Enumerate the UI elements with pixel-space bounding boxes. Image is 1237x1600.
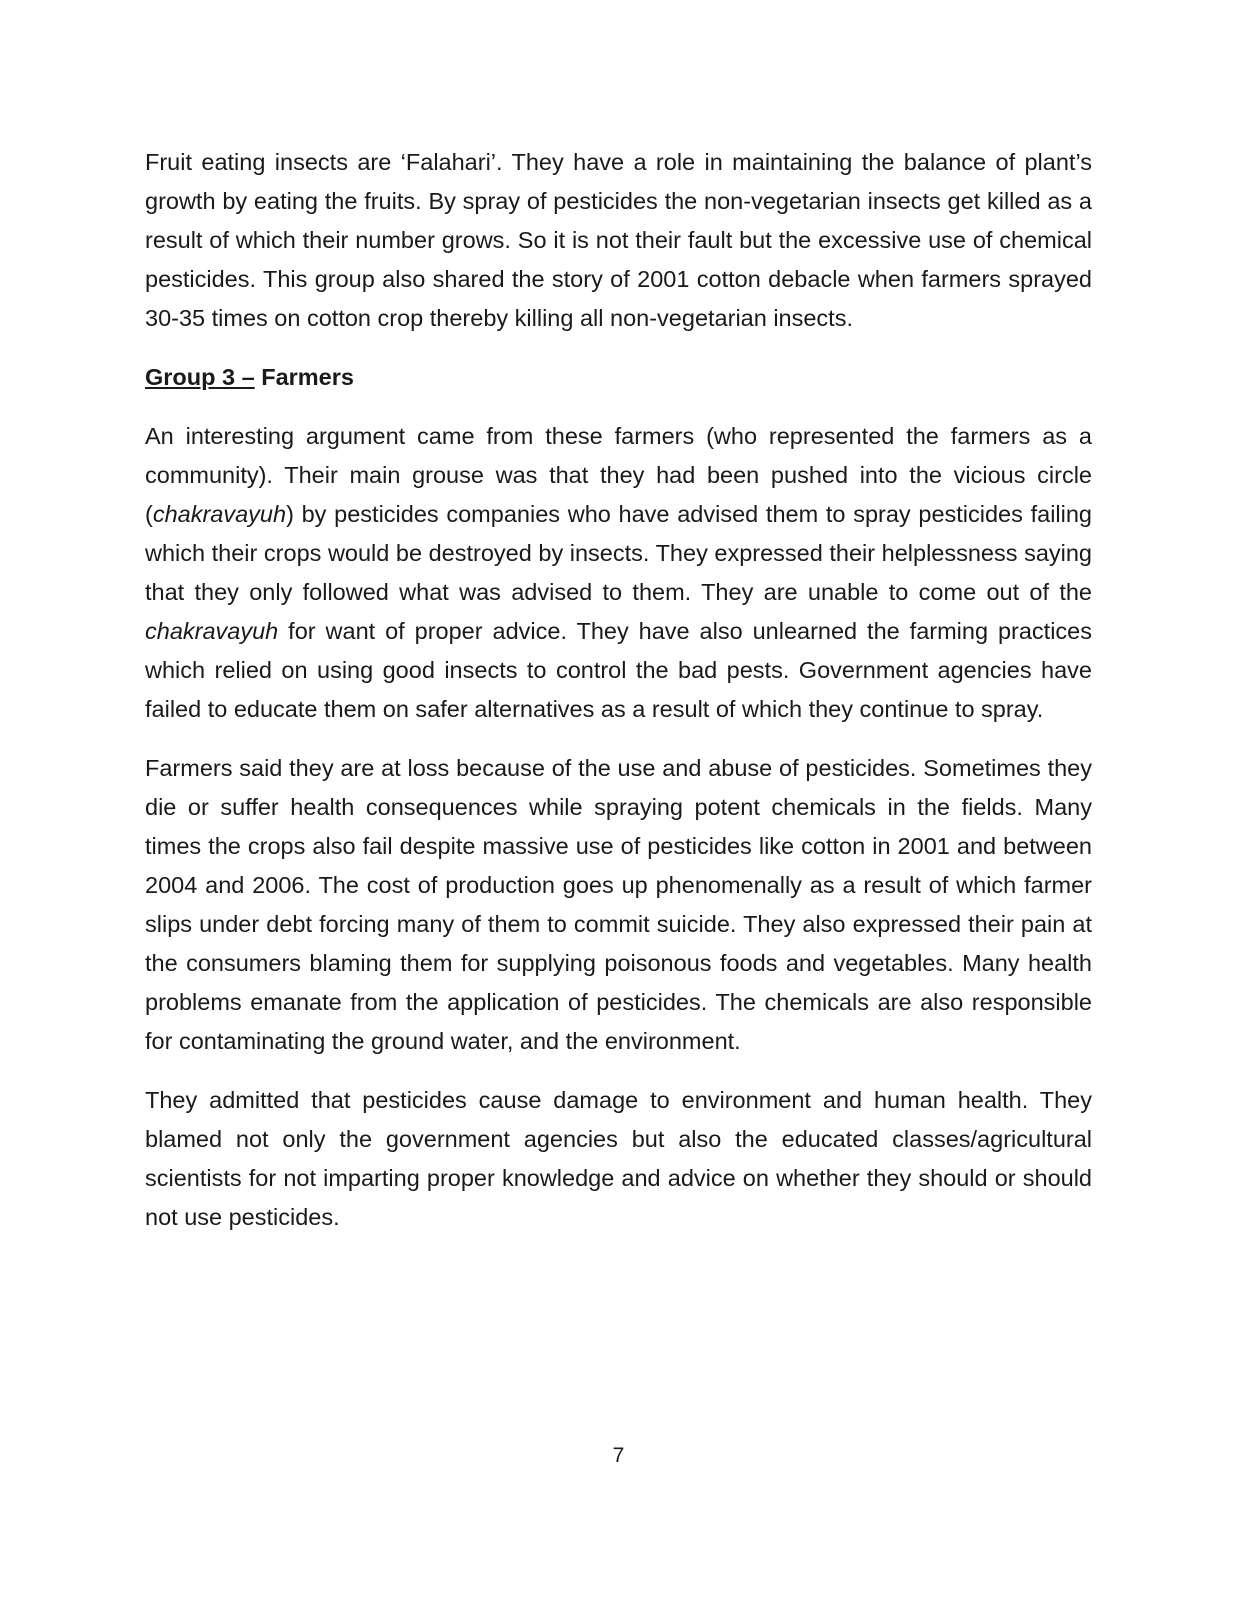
paragraph-argument-text-2: ) by pesticides companies who have advised them to spray pesticides failing which their crops would be destroyed by insects. They expressed their helplessness saying that they only followed what was advised to them. They are unable to come out of the <box>145 501 1092 605</box>
paragraph-argument-text-1: An interesting argument came from these farmers (who represented the farmers as a community). Their main grouse was that they had been pushed into the vicious circle ( <box>145 423 1092 527</box>
page-content <box>145 143 1092 1237</box>
page-number: 7 <box>612 1444 625 1467</box>
section-heading-group-3 <box>145 358 1092 397</box>
paragraph-argument-italic-1: chakravayuh <box>152 501 287 527</box>
heading-title: Farmers <box>254 364 354 390</box>
paragraph-argument-italic-2: chakravayuh <box>145 618 279 644</box>
paragraph-argument-text-3: for want of proper advice. They have also unlearned the farming practices which relied on using good insects to control the bad pests. Government agencies have failed to educate them on safer alternatives as a result of which they continue to spray. <box>145 618 1092 722</box>
paragraph-farmers-loss: Farmers said they are at loss because of the use and abuse of pesticides. Sometimes they die or suffer health consequences while spraying potent chemicals in the fields. Many times the crops also fail despite massive use of pesticides like cotton in 2001 and between 2004 and 2006. The cost of production goes up phenomenally as a result of which farmer slips under debt forcing many of them to commit suicide. They also expressed their pain at the consumers blaming them for supplying poisonous foods and vegetables. Many health problems emanate from the application of pesticides. The chemicals are also responsible for contaminating the ground water, and the environment. <box>145 755 1092 1054</box>
heading-group-label: Group 3 – <box>145 364 255 390</box>
paragraph-argument <box>145 417 1092 729</box>
paragraph-admitted: They admitted that pesticides cause damage to environment and human health. They blamed not only the government agencies but also the educated classes/agricultural scientists for not imparting proper knowledge and advice on whether they should or should not use pesticides. <box>145 1087 1092 1230</box>
paragraph-falahari: Fruit eating insects are ‘Falahari’. They have a role in maintaining the balance of plant’s growth by eating the fruits. By spray of pesticides the non-vegetarian insects get killed as a result of which their number grows. So it is not their fault but the excessive use of chemical pesticides. This group also shared the story of 2001 cotton debacle when farmers sprayed 30-35 times on cotton crop thereby killing all non-vegetarian insects. <box>145 149 1092 331</box>
